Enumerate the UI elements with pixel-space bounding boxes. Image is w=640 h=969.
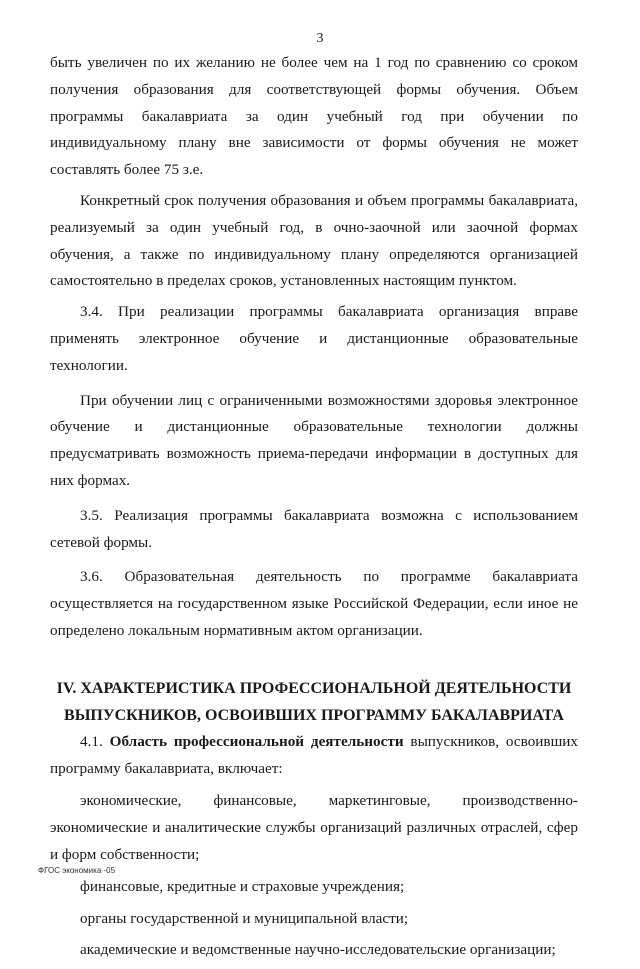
paragraph-duration: Конкретный срок получения образования и объем программы бакалавриата, реализуемый за один учебный год, в очно-заочной или заочной формах обучения, а также по индивидуальному плану определяются организацией самостоятельно в пределах сроков, установленных настоящим пунктом. (50, 191, 578, 290)
paragraph-3-4: 3.4. При реализации программы бакалавриата организация вправе применять электронное обучение и дистанционные образовательные технологии. (50, 303, 578, 374)
list-item: органы государственной и муниципальной власти; (80, 909, 409, 927)
footer-note: ФГОС экономика -05 (38, 866, 116, 875)
list-item: экономические, финансовые, маркетинговые, производственно-экономические и аналитические службы организаций различных отраслей, сфер и форм собственности; (50, 792, 578, 863)
list-item: академические и ведомственные научно-исследовательские организации; (80, 941, 556, 959)
list-item: финансовые, кредитные и страховые учреждения; (80, 877, 405, 895)
section-heading-line-2: ВЫПУСКНИКОВ, ОСВОИВШИХ ПРОГРАММУ БАКАЛАВРИАТА (64, 706, 564, 724)
activity-area-list (50, 788, 578, 964)
document-body (50, 50, 578, 969)
paragraph-4-1 (50, 729, 578, 783)
paragraph-3-6: 3.6. Образовательная деятельность по программе бакалавриата осуществляется на государственном языке Российской Федерации, если иное не определено локальным нормативным актом организации. (50, 568, 578, 639)
paragraph-3-5: 3.5. Реализация программы бакалавриата возможна с использованием сетевой формы. (50, 506, 578, 551)
bold-term: Область профессиональной деятельности (109, 732, 404, 750)
clause-text: выпускников, освоивших программу бакалавриата, включает: (50, 732, 579, 777)
page-number: 3 (316, 31, 324, 46)
paragraph-continuation: быть увеличен по их желанию не более чем на 1 год по сравнению со сроком получения образования для соответствующей формы обучения. Объем программы бакалавриата за один учебный год при обучении по индивидуальному плану вне зависимости от формы обучения не может составлять более 75 з.е. (50, 54, 578, 179)
section-heading (50, 675, 578, 729)
clause-number: 4.1. (80, 732, 110, 750)
paragraph-disabilities: При обучении лиц с ограниченными возможностями здоровья электронное обучение и дистанционные образовательные технологии должны предусматривать возможность приема-передачи информации в доступных для них формах. (50, 391, 578, 489)
section-heading-line-1: IV. ХАРАКТЕРИСТИКА ПРОФЕССИОНАЛЬНОЙ ДЕЯТЕЛЬНОСТИ (56, 679, 572, 697)
